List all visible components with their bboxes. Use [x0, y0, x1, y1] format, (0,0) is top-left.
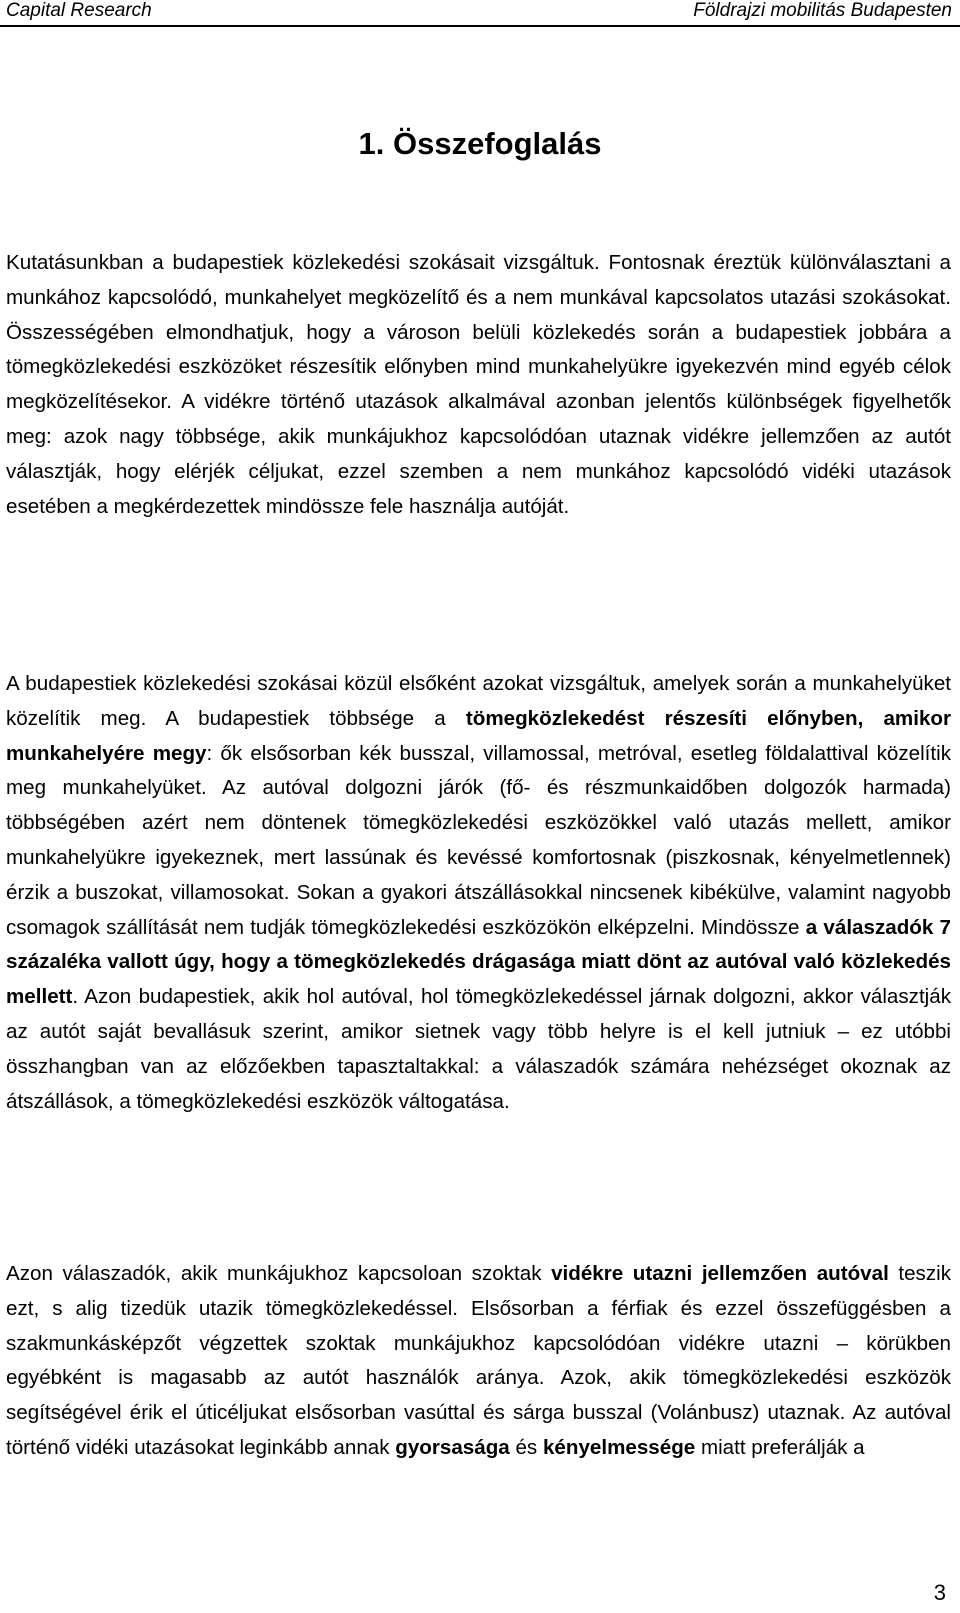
- header-left-text: Capital Research: [6, 0, 152, 21]
- paragraph-run: miatt preferálják a: [695, 1435, 865, 1459]
- paragraph-run: Azon válaszadók, akik munkájukhoz kapcsoloan szoktak: [6, 1262, 552, 1285]
- paragraph-2: [6, 667, 951, 1119]
- header-right-text: Földrajzi mobilitás Budapesten: [693, 0, 952, 21]
- paragraph-3: [6, 1257, 951, 1466]
- paragraph-run: A budapestiek közlekedési szokásai közül elsőként azokat vizsgáltuk, amelyek során a munkahelyüket közelítik meg. A budapestiek többsége a: [6, 672, 951, 730]
- paragraph-run: teszik ezt, s alig tizedük utazik tömegközlekedéssel. Elsősorban a férfiak és ezzel összefüggésben a szakmunkásképzőt végzettek szoktak munkájukhoz kapcsolódóan vidékre utazni – körükben egyébként is magasabb az autót használók aránya. Azok, akik tömegközlekedési eszközök segítségével érik el úticéljukat elsősorban vasúttal és sárga busszal (Volánbusz) utaznak. Az autóval történő vidéki utazásokat leginkább annak: [6, 1262, 952, 1459]
- paragraph-run: Kutatásunkban a budapestiek közlekedési szokásait vizsgáltuk. Fontosnak éreztük különválasztani a munkához kapcsolódó, munkahelyet megközelítő és a nem munkával kapcsolatos utazási szokásokat. Összességében elmondhatjuk, hogy a városon belüli közlekedés során a budapestiek jobbára a tömegközlekedési eszközöket részesítik előnyben mind munkahelyükre igyekezvén mind egyéb célok megközelítésekor. A vidékre történő utazások alkalmával azonban jelentős különbségek figyelhetők meg: azok nagy többsége, akik munkájukhoz kapcsolódóan utaznak vidékre jellemzően az autót választják, hogy elérjék céljukat, ezzel szemben a nem munkához kapcsolódó vidéki utazások esetében a megkérdezettek mindössze fele használja autóját.: [6, 251, 951, 518]
- paragraph-run: . Azon budapestiek, akik hol autóval, hol tömegközlekedéssel járnak dolgozni, akkor választják az autót saját bevallásuk szerint, amikor sietnek vagy több helyre is el kell jutniuk – ez utóbbi összhangban van az előzőekben tapasztaltakkal: a válaszadók számára nehézséget okoznak az átszállások, a tömegközlekedési eszközök váltogatása.: [6, 985, 951, 1113]
- paragraph-bold-run: tömegközlekedést részesíti előnyben, amikor munkahelyére megy: [6, 706, 951, 765]
- paragraph-bold-run: kényelmessége: [542, 1435, 696, 1459]
- paragraph-bold-run: a válaszadók 7 százaléka vallott úgy, hogy a tömegközlekedés drágasága miatt dönt az autóval való közlekedés mellett: [6, 915, 952, 1009]
- paragraph-bold-run: gyorsasága: [395, 1435, 510, 1459]
- page-number: 3: [933, 1580, 946, 1605]
- paragraph-bold-run: vidékre utazni jellemzően autóval: [551, 1262, 889, 1285]
- paragraph-run: : ők elsősorban kék busszal, villamossal, metróval, esetleg földalattival közelítik meg munkahelyüket. Az autóval dolgozni járók (fő- és részmunkaidőben dolgozók harmada) többségében azért nem döntenek tömegközlekedési eszközökkel való utazás mellett, amikor munkahelyükre igyekeznek, mert lassúnak és kevéssé komfortosnak (piszkosnak, kényelmetlennek) érzik a buszokat, villamosokat. Sokan a gyakori átszállásokkal nincsenek kibékülve, valamint nagyobb csomagok szállítását nem tudják tömegközlekedési eszközökön elképzelni. Mindössze: [6, 741, 951, 939]
- paragraph-run: és: [509, 1435, 543, 1459]
- header-divider: [0, 25, 960, 27]
- section-title: 1. Összefoglalás: [358, 126, 602, 161]
- page-header: [0, 0, 960, 26]
- paragraph-1: [6, 246, 951, 524]
